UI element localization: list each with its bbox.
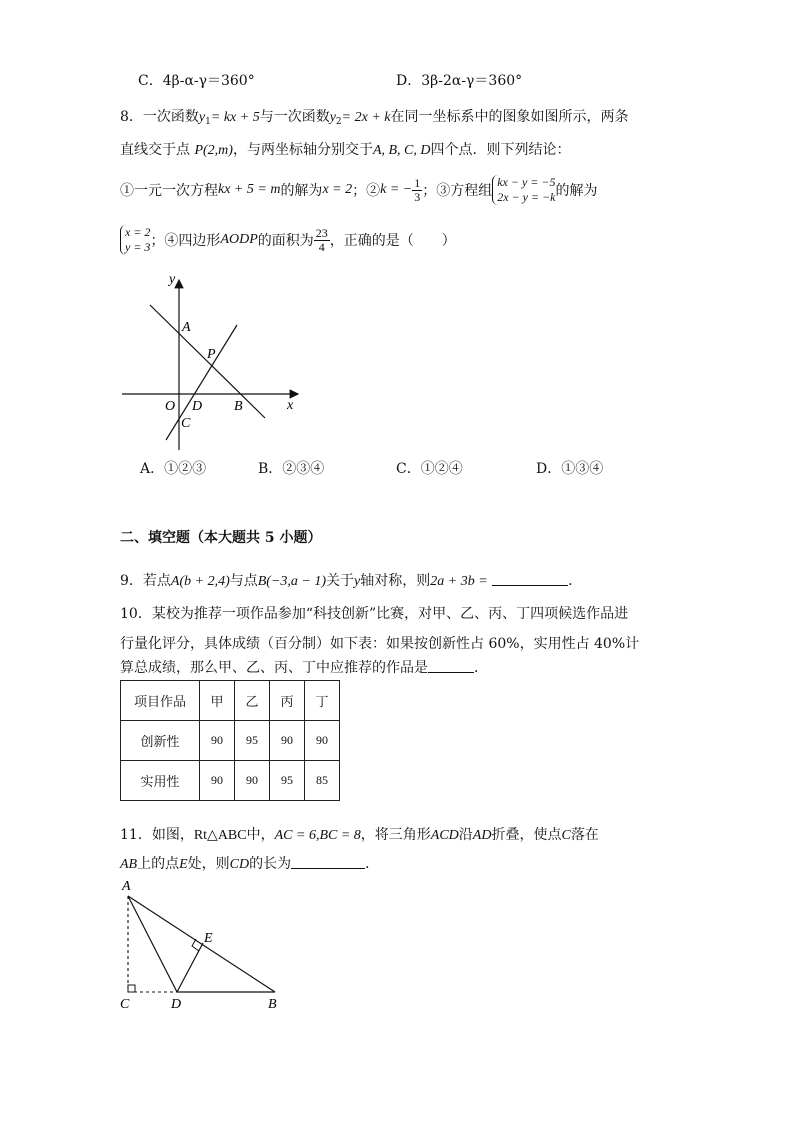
label-a: A (122, 879, 131, 894)
q11-answer-blank[interactable] (291, 856, 365, 869)
q11-triangle-figure (114, 874, 289, 1014)
q11-line-1: 11．如图，Rt△ABC中，AC = 6,BC = 8，将三角形ACD沿AD折叠，使点C落在 (120, 827, 599, 843)
q10-line-1: 10．某校为推荐一项作品参加“科技创新”比赛，对甲、乙、丙、丁四项候选作品进 (120, 606, 629, 622)
q10-line-2: 行量化评分，具体成绩（百分制）如下表：如果按创新性占 60%，实用性占 40%计 (120, 636, 640, 652)
section-2-heading: 二、填空题（本大题共 5 小题） (120, 530, 322, 546)
segment-de (177, 943, 203, 992)
q8-line-3: ①一元一次方程 kx + 5 = m 的解为 x = 2 ；② k = − $\frac{1}{3}$ ；③方程组 kx − y = −5 2x − y = −k 的解为 (120, 175, 598, 204)
q8-graph (118, 268, 308, 453)
table-cell: 90 (235, 761, 270, 801)
label-d: D (192, 399, 203, 414)
q8-line-2: 直线交于点 P(2,m)，与两坐标轴分别交于A, B, C, D四个点．则下列结论： (120, 142, 571, 158)
q8-option-d: D．①③④ (536, 461, 604, 477)
table-row (121, 721, 340, 761)
label-o: O (165, 399, 176, 414)
table-cell: 85 (305, 761, 340, 801)
table-header-cell: 丁 (305, 681, 340, 721)
q8-line-1: 8．一次函数$y_1=$ kx + 5与一次函数$y_2= 2x + k$在同一坐标系中的图象如图所示，两条 (120, 109, 629, 127)
segment-ad (128, 896, 177, 992)
q9-text: 9．若点A(b + 2,4)与点B(−3,a − 1)关于y轴对称，则2a + 3b = ． (120, 573, 583, 589)
line-y2 (166, 325, 237, 440)
q8-option-c: C．①②④ (396, 461, 463, 477)
solution-system: x = 2 y = 3 (120, 225, 150, 255)
q9-answer-blank[interactable] (492, 573, 568, 586)
q7-option-d: D．3β-2α-γ＝360° (396, 73, 523, 89)
table-header-cell: 甲 (200, 681, 235, 721)
table-cell: 90 (270, 721, 305, 761)
table-cell: 90 (200, 721, 235, 761)
table-cell: 90 (200, 761, 235, 801)
label-x: x (287, 398, 294, 413)
q8-line-4: x = 2 y = 3 ；④四边形 AODP 的面积为 $\frac{23}{4}$ ，正确的是（ ） (120, 222, 456, 258)
q7-option-c: C．4β-α-γ＝360° (138, 73, 255, 89)
table-cell: 95 (270, 761, 305, 801)
equation-system: kx − y = −5 2x − y = −k (492, 175, 555, 205)
table-cell: 90 (305, 721, 340, 761)
segment-ab (128, 896, 275, 992)
right-angle-mark-c (128, 985, 135, 992)
fraction-area: $\frac{23}{4}$ (315, 225, 328, 254)
label-b: B (234, 399, 243, 414)
label-d: D (171, 997, 182, 1012)
q8-option-a: A．①②③ (140, 461, 207, 477)
q11-line-2: AB上的点E处，则CD的长为 ． (120, 856, 380, 872)
label-c: C (120, 997, 130, 1012)
table-cell: 95 (235, 721, 270, 761)
right-angle-mark-e (192, 939, 199, 951)
label-c: C (181, 416, 191, 431)
q10-line-3: 算总成绩，那么甲、乙、丙、丁中应推荐的作品是 ． (120, 660, 488, 676)
table-cell: 实用性 (121, 761, 200, 801)
table-header-cell: 项目作品 (121, 681, 200, 721)
table-header-cell: 乙 (235, 681, 270, 721)
table-header-row (121, 681, 340, 721)
table-cell: 创新性 (121, 721, 200, 761)
table-header-cell: 丙 (270, 681, 305, 721)
q10-answer-blank[interactable] (428, 660, 474, 673)
label-a: A (182, 320, 191, 335)
label-e: E (204, 931, 213, 946)
label-p: P (207, 347, 216, 362)
q8-option-b: B．②③④ (258, 461, 325, 477)
score-table (120, 680, 340, 801)
fraction-minus-one-third: $\frac{1}{3}$ (414, 175, 421, 204)
label-b: B (268, 997, 277, 1012)
label-y: y (169, 272, 176, 287)
table-row (121, 761, 340, 801)
